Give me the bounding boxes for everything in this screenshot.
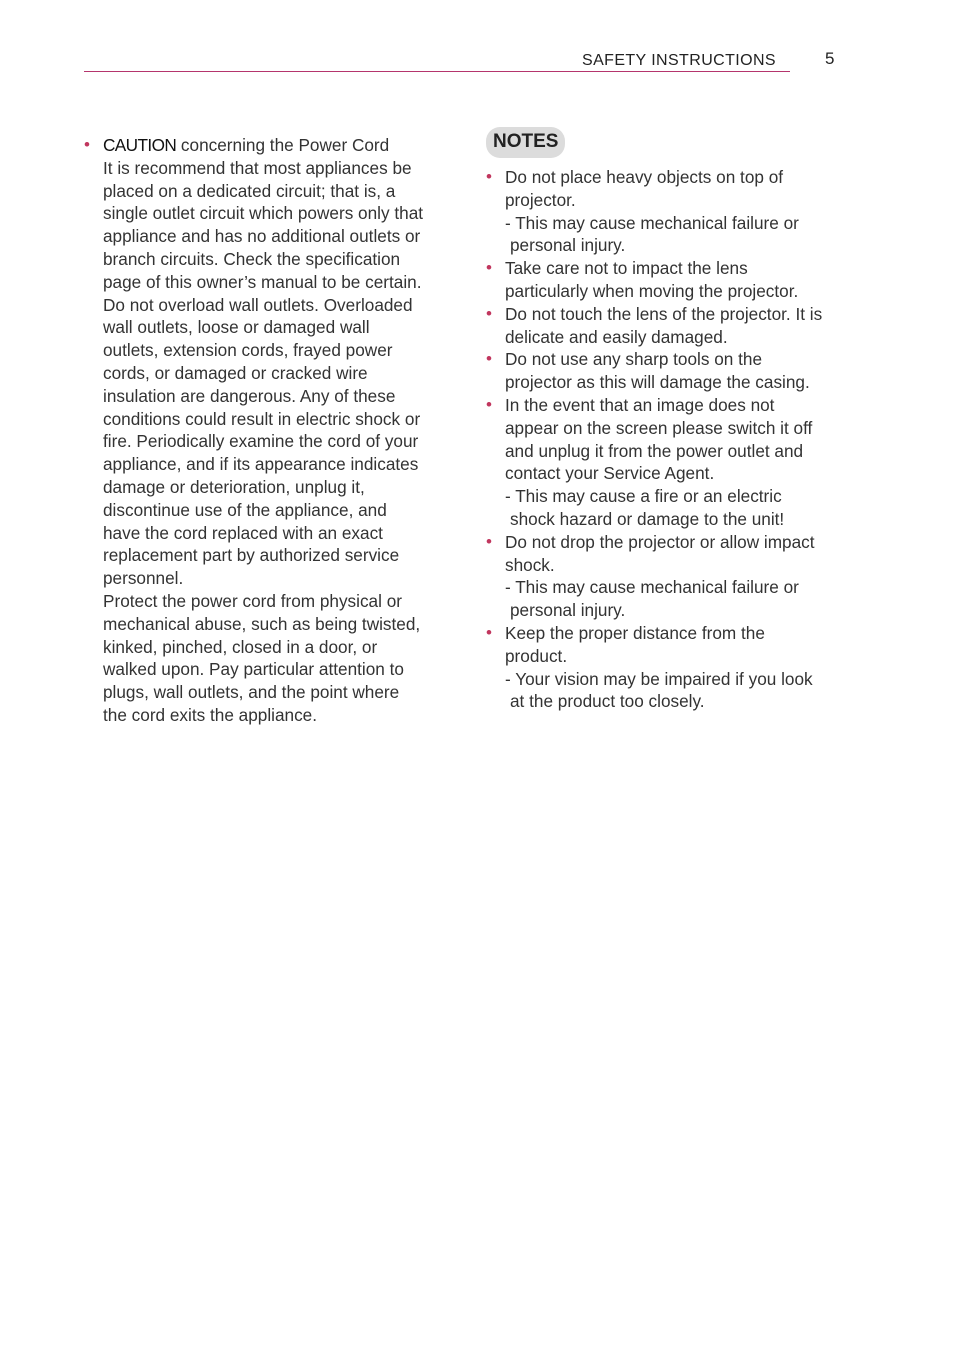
bullet-dot-icon: • (486, 622, 492, 642)
note-item (486, 531, 831, 622)
caution-column (84, 134, 424, 727)
caution-paragraph: Do not overload wall outlets. Overloaded wall outlets, loose or damaged wall outlets, extension cords, frayed power cords, or damaged or cracked wire insulation are dangerous. Any of these conditions could result in electric shock or fire. Periodically examine the cord of your appliance, and if its appearance indicates damage or deterioration, unplug it, discontinue use of the appliance, and have the cord replaced with an exact replacement part by authorized service personnel. (103, 294, 421, 589)
notes-column (486, 127, 831, 713)
note-text: Do not use any sharp tools on the projector as this will damage the casing. (505, 349, 810, 393)
note-subtext: - This may cause mechanical failure or personal injury. (505, 212, 799, 256)
note-item (486, 622, 831, 713)
note-text: Take care not to impact the lens particularly when moving the projector. (505, 258, 799, 301)
caution-heading: CAUTION (103, 135, 177, 155)
note-item (486, 257, 831, 303)
note-item (486, 394, 831, 531)
bullet-dot-icon: • (486, 167, 492, 186)
caution-heading-rest: concerning the Power Cord (176, 135, 390, 155)
page-number: 5 (825, 49, 835, 68)
note-item (486, 303, 831, 349)
note-text: Do not touch the lens of the projector. It is delicate and easily damaged. (505, 303, 823, 347)
bullet-dot-icon: • (486, 258, 492, 278)
note-text: Do not place heavy objects on top of projector. (505, 167, 784, 210)
bullet-dot-icon: • (486, 303, 492, 323)
note-text: Keep the proper distance from the product. (505, 622, 765, 666)
bullet-dot-icon: • (486, 531, 492, 551)
caution-bullet-item (84, 134, 424, 727)
bullet-dot-icon: • (486, 394, 492, 414)
bullet-dot-icon: • (486, 349, 492, 369)
note-text: In the event that an image does not appear on the screen please switch it off and unplug it from the power outlet and contact your Service Agent. (505, 394, 813, 484)
note-subtext: - Your vision may be impaired if you look at the product too closely. (505, 668, 813, 712)
note-item (486, 166, 831, 257)
bullet-dot-icon: • (84, 135, 90, 154)
note-item (486, 348, 831, 394)
note-text: Do not drop the projector or allow impact shock. (505, 531, 815, 575)
notes-badge: NOTES (486, 127, 565, 158)
section-title: SAFETY INSTRUCTIONS (582, 52, 776, 69)
note-subtext: - This may cause mechanical failure or personal injury. (505, 577, 799, 621)
note-subtext: - This may cause a fire or an electric shock hazard or damage to the unit! (505, 486, 785, 529)
caution-paragraph: Protect the power cord from physical or mechanical abuse, such as being twisted, kinked, pinched, closed in a door, or walked upon. Pay particular attention to plugs, wall outlets, and the point where the cord exits the appliance. (103, 590, 421, 725)
caution-paragraph: It is recommend that most appliances be placed on a dedicated circuit; that is, a single outlet circuit which powers only that appliance and has no additional outlets or branch circuits. Check the specification page of this owner’s manual to be certain. (103, 157, 424, 292)
notes-list (486, 166, 831, 713)
header-divider (84, 71, 790, 72)
